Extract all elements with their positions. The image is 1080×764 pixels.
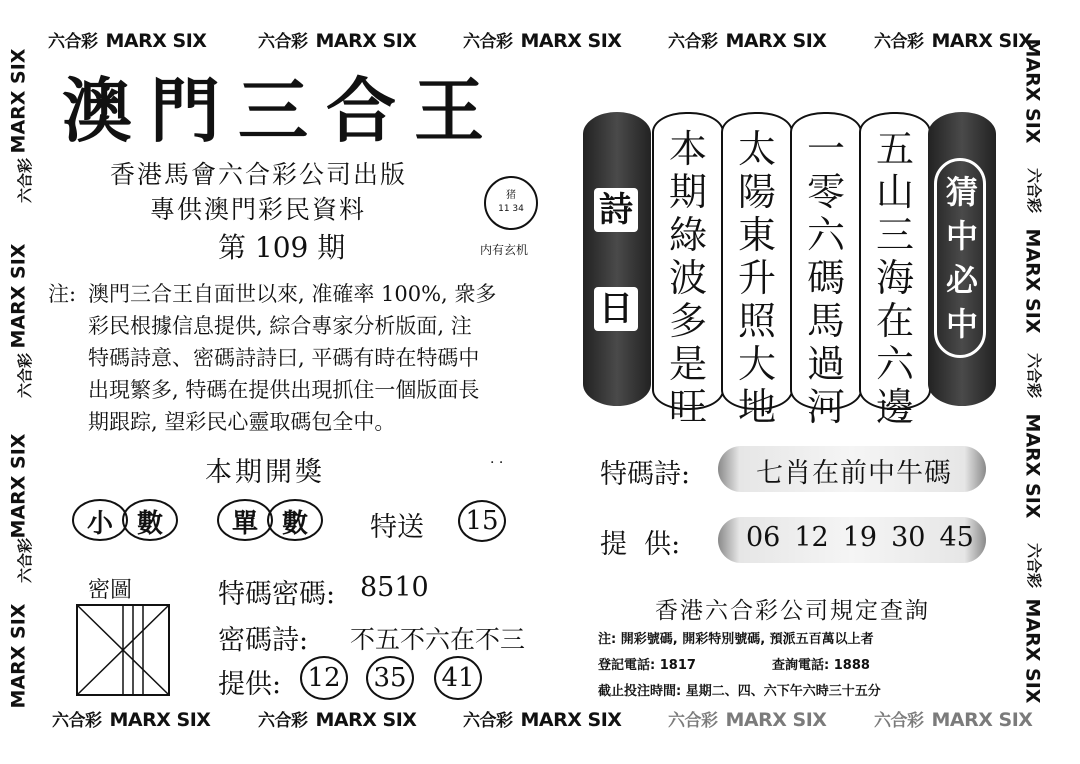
result-odd-number bbox=[215, 497, 327, 543]
brand-right-en-2: MARX SIX bbox=[1021, 228, 1044, 334]
zodiac-seal bbox=[484, 176, 538, 230]
note-line: 彩民根據信息提供, 綜合專家分析版面, 注 bbox=[88, 314, 472, 338]
note-line: 出現繁多, 特碼在提供出現抓住一個版面長 bbox=[88, 378, 480, 402]
note-line: 特碼詩意、密碼詩詩曰, 平碼有時在特碼中 bbox=[88, 346, 480, 370]
poem-label-char: 日 bbox=[594, 287, 638, 331]
draw-heading: 本期開獎 bbox=[205, 457, 325, 488]
brand-bottom-5: 六合彩 MARX SIX bbox=[874, 709, 1033, 731]
page-title: 澳門三合王 bbox=[62, 69, 502, 152]
result-b1: 單 bbox=[232, 509, 259, 539]
secret-poem-label: 密碼詩: bbox=[218, 625, 309, 656]
hk-deadline: 截止投注時間: 星期二、四、六下午六時三十五分 bbox=[598, 684, 881, 699]
poem-text: 本期綠波多是旺 bbox=[668, 127, 707, 429]
issue-number: 第 109 期 bbox=[218, 231, 346, 264]
secret-number: 12 bbox=[300, 656, 348, 700]
note-line: 澳門三合王自面世以來, 准確率 100%, 衆多 bbox=[88, 282, 497, 306]
brand-left-en-3: MARX SIX bbox=[7, 433, 30, 539]
brand-bottom-1: 六合彩 MARX SIX bbox=[52, 709, 211, 731]
provide-number: 06 bbox=[746, 522, 781, 553]
special-poem-value: 七肖在前中牛碼 bbox=[756, 458, 952, 489]
brand-bottom-2: 六合彩 MARX SIX bbox=[258, 709, 417, 731]
secret-code-label: 特碼密碼: bbox=[218, 579, 336, 610]
result-a1: 小 bbox=[87, 509, 114, 539]
draw-dots: · · bbox=[490, 455, 504, 471]
secret-provide-label: 提供: bbox=[218, 669, 282, 700]
brand-right-en-1: MARX SIX bbox=[1021, 38, 1044, 144]
provide-number: 12 bbox=[794, 522, 829, 553]
special-gift-number: 15 bbox=[458, 500, 506, 542]
brand-left-cn-3: 六合彩 bbox=[16, 537, 35, 584]
provide-label: 提 供: bbox=[600, 529, 681, 560]
secret-code-value: 8510 bbox=[360, 572, 429, 603]
poem-text: 太陽東升照大地 bbox=[737, 127, 776, 429]
result-b2: 數 bbox=[282, 509, 309, 539]
brand-top-2: 六合彩 MARX SIX bbox=[258, 30, 417, 52]
special-poem-label: 特碼詩: bbox=[600, 459, 691, 490]
result-a2: 數 bbox=[137, 509, 164, 539]
guess-label-scroll bbox=[928, 112, 996, 406]
secret-number: 35 bbox=[366, 656, 414, 700]
brand-bottom-3: 六合彩 MARX SIX bbox=[463, 709, 622, 731]
poem-label-char: 詩 bbox=[594, 188, 638, 232]
brand-right-en-4: MARX SIX bbox=[1021, 598, 1044, 704]
publisher-line-2: 專供澳門彩民資料 bbox=[150, 195, 367, 224]
poem-text: 一零六碼馬過河 bbox=[806, 127, 845, 429]
seal-numbers: 11 34 bbox=[498, 204, 524, 214]
brand-right-cn-2: 六合彩 bbox=[1025, 352, 1044, 399]
brand-left-en-4: MARX SIX bbox=[7, 603, 30, 709]
result-small-number bbox=[70, 497, 182, 543]
secret-poem-value: 不五不六在不三 bbox=[350, 625, 526, 654]
provide-numbers bbox=[746, 522, 974, 553]
brand-left-en-1: MARX SIX bbox=[7, 48, 30, 154]
provide-number: 19 bbox=[842, 522, 878, 553]
brand-bottom-4: 六合彩 MARX SIX bbox=[668, 709, 827, 731]
poem-text: 五山三海在六邊 bbox=[875, 127, 914, 429]
brand-top-5: 六合彩 MARX SIX bbox=[874, 30, 1033, 52]
hk-query-phone: 查詢電話: 1888 bbox=[772, 658, 870, 673]
secret-chart-label: 密圖 bbox=[88, 578, 133, 603]
brand-top-1: 六合彩 MARX SIX bbox=[48, 30, 207, 52]
poem-label-scroll bbox=[583, 112, 651, 406]
provide-number: 45 bbox=[939, 522, 974, 553]
hk-reg-phone: 登記電話: 1817 bbox=[598, 658, 696, 673]
publisher-line-1: 香港馬會六合彩公司出版 bbox=[110, 160, 408, 189]
brand-left-cn-2: 六合彩 bbox=[16, 352, 35, 399]
hk-heading: 香港六合彩公司規定查詢 bbox=[655, 598, 930, 624]
poem-column-1 bbox=[652, 112, 724, 429]
brand-left-cn-1: 六合彩 bbox=[16, 157, 35, 204]
provide-number: 30 bbox=[891, 522, 926, 553]
poem-column-2 bbox=[721, 112, 793, 429]
secret-chart-diagram bbox=[76, 604, 170, 696]
seal-zodiac: 猪 bbox=[506, 190, 516, 201]
brand-left-en-2: MARX SIX bbox=[7, 243, 30, 349]
hk-note: 注: 開彩號碼, 開彩特別號碼, 預派五百萬以上者 bbox=[598, 632, 874, 647]
poem-column-3 bbox=[790, 112, 862, 429]
guess-label-text: 猜中必中 bbox=[945, 173, 978, 343]
special-gift-label: 特送 bbox=[370, 512, 424, 543]
inner-note: 内有玄机 bbox=[480, 243, 529, 257]
note-line: 期跟踪, 望彩民心靈取碼包全中。 bbox=[88, 410, 396, 434]
poem-column-4 bbox=[859, 112, 931, 429]
brand-top-4: 六合彩 MARX SIX bbox=[668, 30, 827, 52]
brand-right-en-3: MARX SIX bbox=[1021, 413, 1044, 519]
brand-right-cn-1: 六合彩 bbox=[1025, 167, 1044, 214]
brand-right-cn-3: 六合彩 bbox=[1025, 542, 1044, 589]
note-label: 注: bbox=[48, 282, 77, 306]
brand-top-3: 六合彩 MARX SIX bbox=[463, 30, 622, 52]
secret-number: 41 bbox=[434, 656, 482, 700]
note-body bbox=[88, 278, 568, 438]
